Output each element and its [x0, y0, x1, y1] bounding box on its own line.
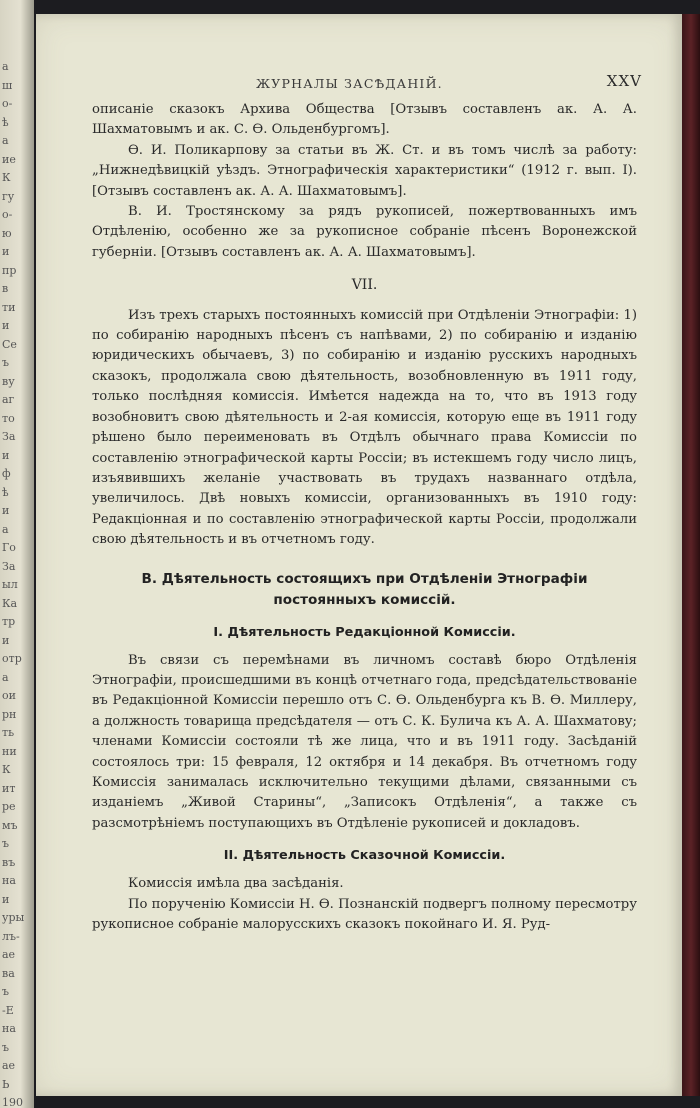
previous-page-fragment: ву [2, 374, 15, 388]
previous-page-fragment: а [2, 134, 9, 147]
previous-page-fragment: и [2, 892, 10, 906]
previous-page-fragment: ои [2, 689, 16, 702]
previous-page-fragment: Го [2, 541, 16, 554]
previous-page-fragment: ит [2, 781, 16, 795]
previous-page-fragment: ае [2, 1059, 16, 1072]
subheading-tale-commission: II. Дѣятельность Сказочной Комиссіи. [223, 848, 506, 864]
previous-page-fragment: отр [2, 652, 22, 665]
previous-page-fragment: то [2, 411, 15, 425]
paragraph-continuation: описаніе сказокъ Архива Общества [Отзывъ составленъ ак. А. А. Шахматовымъ и ак. С. Ѳ. Ольденбургомъ]. [92, 102, 637, 138]
previous-page-fragment: гу [2, 189, 15, 203]
previous-page-fragment: ни [2, 744, 17, 758]
previous-page-fragment: ыл [2, 578, 18, 591]
previous-page-fragment: ъ [2, 1040, 9, 1054]
previous-page-fragment: въ [2, 855, 16, 869]
paragraph-tale-poznansky: По порученію Комиссіи Н. Ѳ. Познанскій подвергъ полному пересмотру рукописное собраніе малорусскихъ сказокъ покойнаго И. Я. Руд- [92, 896, 637, 932]
previous-page-fragment: а [2, 670, 9, 684]
subheading-editorial-commission: I. Дѣятельность Редакціонной Комиссіи. [213, 624, 516, 640]
previous-page-fragment: За [2, 430, 16, 443]
previous-page-fragment: К [2, 763, 11, 776]
previous-page-fragment: ѣ [2, 115, 9, 129]
previous-page-fragment: тр [2, 615, 16, 628]
previous-page-fragment: на [2, 1022, 16, 1035]
previous-page-fragment: мъ [2, 818, 18, 832]
previous-page-fragment: о- [2, 208, 13, 221]
previous-page-fragment: -Е [2, 1003, 14, 1017]
previous-page-fragment: Ь [2, 1077, 10, 1091]
previous-page-fragment: на [2, 874, 16, 887]
previous-page-fragment: ъ [2, 985, 9, 998]
previous-page-fragment: аг [2, 393, 15, 406]
previous-page-fragment: ва [2, 966, 15, 980]
page-number: XXV [606, 72, 642, 90]
previous-page-fragment: ю [2, 226, 12, 240]
previous-page-fragment: ш [2, 78, 13, 92]
paragraph-commissions: Изъ трехъ старыхъ постоянныхъ комиссій при Отдѣленіи Этнографіи: 1) по собиранію народныхъ пѣсенъ съ напѣвами, 2) по собиранію и изданію юридическихъ обычаевъ, 3) по собиранію и изданію русскихъ народныхъ сказокъ, продолжала свою дѣятельность, возобновленную въ 1911 году, только послѣдняя комиссія. Имѣется надежда на то, что въ 1913 году возобновитъ свою дѣятельность и 2-ая комиссія, которую еще въ 1911 году рѣшено было переименовать въ Отдѣлъ обычнаго права Комиссіи по составленію этнографической карты Россіи; въ истекшемъ году число лицъ, изъявившихъ желаніе участвовать въ трудахъ названнаго отдѣла, увеличилось. Двѣ новыхъ комиссіи, организованныхъ въ 1910 году: Редакціонная и по составленію этнографической карты Россіи, продолжали свою дѣятельность и въ отчетномъ году. [92, 307, 637, 548]
previous-page-fragment: а [2, 60, 9, 73]
previous-page-fragment: рн [2, 707, 17, 721]
paragraph-editorial-commission: Въ связи съ перемѣнами въ личномъ составѣ бюро Отдѣленія Этнографіи, происшедшими въ концѣ отчетнаго года, предсѣдательствованіе въ Редакціонной Комиссіи перешло отъ С. Ѳ. Ольденбурга къ В. Ѳ. Миллеру, а должность товарища предсѣдателя — отъ С. К. Булича къ А. А. Шахматову; членами Комиссіи состояли тѣ же лица, что и въ 1911 году. Засѣданій состоялось три: 15 февраля, 12 октября и 14 декабря. Въ отчетномъ году Комиссія занималась исключительно текущими дѣлами, связанными съ изданіемъ „Живой Старины“, „Записокъ Отдѣленія“, а также съ разсмотрѣніемъ поступающихъ въ Отдѣленіе рукописей и докладовъ. [92, 652, 637, 831]
previous-page-fragment: ть [2, 726, 15, 739]
previous-page-fragment: ъ [2, 837, 9, 850]
previous-page-edge [0, 0, 34, 1108]
previous-page-fragment: лъ- [2, 929, 20, 943]
previous-page-fragment: и [2, 245, 10, 258]
previous-page-fragment: К [2, 171, 11, 184]
previous-page-fragment: Ка [2, 596, 18, 610]
paragraph-tale-meetings: Комиссія имѣла два засѣданія. [128, 876, 344, 892]
previous-page-fragment: а [2, 522, 9, 536]
running-head: ЖУРНАЛЫ ЗАСѢДАНІЙ. [256, 76, 443, 91]
book-cover-edge [682, 14, 700, 1096]
previous-page-fragment: и [2, 633, 10, 647]
paragraph-trostyansky: В. И. Тростянскому за рядъ рукописей, пожертвованныхъ имъ Отдѣленію, особенно же за рукописное собраніе пѣсенъ Воронежской губерніи. [Отзывъ составленъ ак. А. А. Шахматовымъ]. [92, 204, 637, 260]
previous-page-fragment: ае [2, 948, 16, 961]
previous-page-fragment: пр [2, 263, 17, 277]
previous-page-fragment: и [2, 448, 10, 462]
previous-page-fragment: и [2, 319, 10, 332]
previous-page-fragment: ти [2, 300, 16, 314]
page-body [92, 100, 637, 935]
paragraph-polikarpov: Ѳ. И. Поликарпову за статьи въ Ж. Ст. и въ томъ числѣ за работу: „Нижнедѣвицкій уѣздъ. Этнографическія характеристики“ (1912 г. вып. I). [Отзывъ составленъ ак. А. А. Шахматовымъ]. [92, 142, 637, 199]
previous-page-fragment: За [2, 559, 16, 573]
previous-page-fragment: уры [2, 911, 25, 924]
section-numeral-vii: VII. [351, 277, 378, 294]
previous-page-fragment: ъ [2, 356, 9, 369]
previous-page-fragment: Се [2, 337, 17, 351]
previous-page-fragment: в [2, 282, 9, 295]
previous-page-fragment: о- [2, 97, 13, 110]
previous-page-fragment: ф [2, 467, 11, 480]
book-page [36, 14, 682, 1096]
previous-page-fragment: и [2, 504, 10, 517]
previous-page-fragment: 190 [2, 1096, 23, 1108]
previous-page-fragment: ие [2, 152, 16, 166]
previous-page-fragment: ѣ [2, 485, 9, 499]
section-heading-b: В. Дѣятельность состоящихъ при Отдѣленіи Этнографіи постоянныхъ комиссій. [141, 570, 588, 608]
previous-page-fragment: ре [2, 800, 16, 813]
